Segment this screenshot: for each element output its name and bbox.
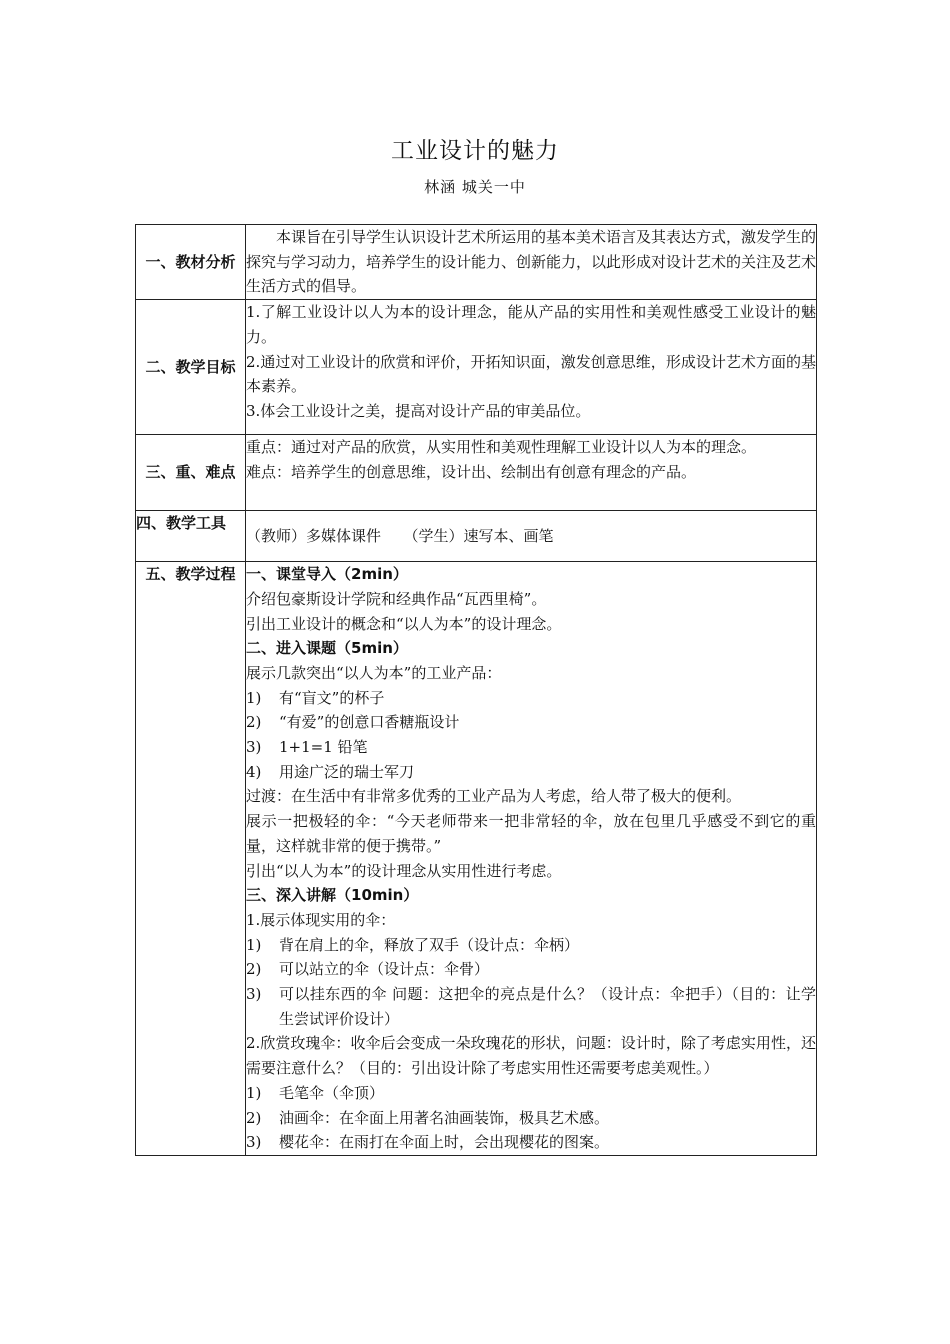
paragraph: 展示几款突出“以人为本”的工业产品： (246, 663, 502, 682)
list-item (246, 686, 816, 711)
list-number: 3) (246, 985, 262, 1004)
section-title: 三、深入讲解（10min） (246, 886, 419, 905)
list-item (246, 735, 816, 760)
list-text: “有爱”的创意口香糖瓶设计 (279, 713, 460, 732)
list-number: 3) (246, 1133, 262, 1152)
list-item (246, 1130, 816, 1155)
paragraph: 介绍包豪斯设计学院和经典作品“瓦西里椅”。 (246, 589, 547, 608)
teaching-tools-text: （教师）多媒体课件 （学生）速写本、画笔 (246, 526, 554, 545)
list-number: 2) (246, 960, 262, 979)
row-content-teaching-goals (246, 300, 817, 435)
list-text: 樱花伞：在雨打在伞面上时，会出现樱花的图案。 (279, 1133, 610, 1152)
paragraph: 1.展示体现实用的伞： (246, 910, 396, 929)
paragraph: 展示一把极轻的伞：“今天老师带来一把非常轻的伞，放在包里几乎感受不到它的重量，这样就非常的便于携带。” (246, 812, 816, 855)
list-item (246, 957, 816, 982)
row-content-material-analysis (246, 225, 817, 300)
goal-line: 1.了解工业设计以人为本的设计理念，能从产品的实用性和美观性感受工业设计的魅力。 (246, 303, 816, 346)
list-number: 1) (246, 1083, 262, 1102)
list-number: 1) (246, 688, 262, 707)
list-item (246, 710, 816, 735)
list-number: 4) (246, 762, 262, 781)
paragraph: 2.欣赏玫瑰伞：收伞后会变成一朵玫瑰花的形状，问题：设计时，除了考虑实用性，还需要注意什么？（目的：引出设计除了考虑实用性还需要考虑美观性。） (246, 1034, 816, 1078)
lesson-plan-table (135, 224, 817, 1156)
list-text: 背在肩上的伞，释放了双手（设计点：伞柄） (279, 935, 580, 954)
list-item (246, 760, 816, 785)
row-heading-teaching-goals: 二、教学目标 (136, 300, 246, 435)
row-content-teaching-tools (246, 511, 817, 562)
row-heading-key-points: 三、重、难点 (136, 435, 246, 511)
paragraph: 过渡：在生活中有非常多优秀的工业产品为人考虑，给人带了极大的便利。 (246, 787, 742, 806)
list-text: 有“盲文”的杯子 (279, 688, 385, 707)
section-title: 二、进入课题（5min） (246, 639, 408, 658)
difficult-point-line: 难点：培养学生的创意思维，设计出、绘制出有创意有理念的产品。 (246, 462, 697, 481)
list-text: 用途广泛的瑞士军刀 (279, 762, 415, 781)
row-heading-teaching-process: 五、教学过程 (136, 562, 246, 1156)
page-title: 工业设计的魅力 (391, 138, 559, 164)
section-title: 一、课堂导入（2min） (246, 565, 408, 584)
table-row-teaching-tools (136, 511, 817, 562)
list-text: 毛笔伞（伞顶） (279, 1083, 385, 1102)
paragraph: 引出“以人为本”的设计理念从实用性进行考虑。 (246, 861, 562, 880)
list-number: 2) (246, 713, 262, 732)
author-line: 林涵 城关一中 (424, 178, 526, 196)
row-heading-teaching-tools: 四、教学工具 (136, 511, 246, 562)
list-item (246, 933, 816, 958)
list-text: 可以站立的伞（设计点：伞骨） (279, 960, 490, 979)
material-analysis-text: 本课旨在引导学生认识设计艺术所运用的基本美术语言及其表达方式，激发学生的探究与学习动力，培养学生的设计能力、创新能力，以此形成对设计艺术的关注及艺术生活方式的倡导。 (246, 228, 817, 296)
table-row-material-analysis (136, 225, 817, 300)
list-item (246, 1081, 816, 1106)
list-number: 3) (246, 738, 262, 757)
paragraph: 引出工业设计的概念和“以人为本”的设计理念。 (246, 614, 562, 633)
list-text: 可以挂东西的伞 问题：这把伞的亮点是什么？（设计点：伞把手）（目的：让学生尝试评价设计） (279, 985, 816, 1028)
table-row-key-points (136, 435, 817, 511)
table-row-teaching-process (136, 562, 817, 1156)
table-row-teaching-goals (136, 300, 817, 435)
row-content-key-points (246, 435, 817, 511)
goal-line: 3.体会工业设计之美，提高对设计产品的审美品位。 (246, 401, 591, 420)
list-text: 油画伞：在伞面上用著名油画装饰，极具艺术感。 (279, 1108, 610, 1127)
goal-line: 2.通过对工业设计的欣赏和评价，开拓知识面，激发创意思维，形成设计艺术方面的基本素养。 (246, 352, 816, 396)
list-item (246, 1106, 816, 1131)
row-content-teaching-process (246, 562, 817, 1156)
list-item (246, 982, 816, 1031)
list-text: 1+1=1 铅笔 (279, 738, 368, 757)
key-point-line: 重点：通过对产品的欣赏，从实用性和美观性理解工业设计以人为本的理念。 (246, 438, 757, 457)
list-number: 2) (246, 1108, 262, 1127)
row-heading-material-analysis: 一、教材分析 (136, 225, 246, 300)
list-number: 1) (246, 935, 262, 954)
